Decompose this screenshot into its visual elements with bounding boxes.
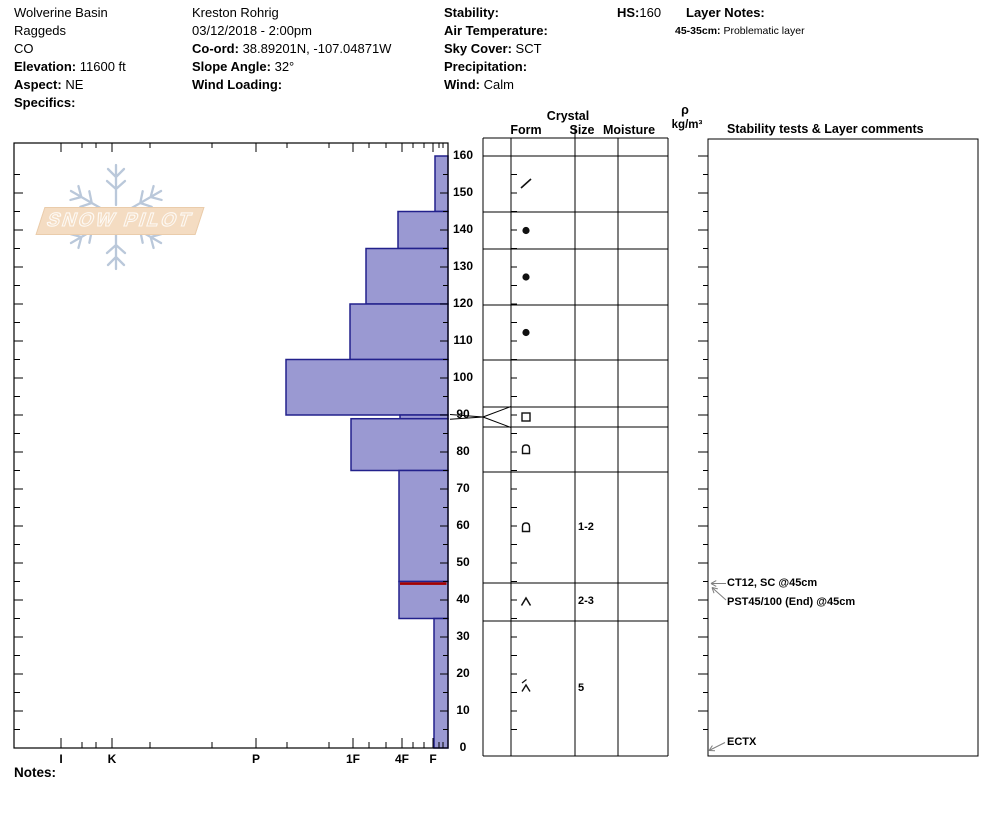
location-state: CO (14, 41, 34, 56)
notes-heading: Notes: (14, 765, 57, 780)
depth-axis-label: 10 (456, 703, 470, 717)
depth-axis-label: 70 (456, 481, 470, 495)
depth-axis-label: 120 (452, 296, 474, 310)
depth-axis-label: 0 (459, 740, 467, 754)
stability-test-annotation: CT12, SC @45cm (727, 577, 818, 589)
logo-text: SNOW PILOT (44, 210, 197, 231)
wind-loading-row: Wind Loading: (192, 77, 283, 92)
hardness-axis-label: I (59, 752, 63, 766)
observation-datetime: 03/12/2018 - 2:00pm (192, 23, 312, 38)
column-header-crystal: Crystal (546, 109, 590, 123)
depth-axis-label: 150 (452, 185, 474, 199)
depth-axis-label: 130 (452, 259, 474, 273)
coordinates-row: Co-ord: 38.89201N, -107.04871W (192, 41, 392, 56)
elevation-row: Elevation: 11600 ft (14, 59, 126, 74)
column-header-size: Size (569, 123, 595, 137)
depth-axis-label: 90 (456, 407, 470, 421)
grain-size-value: 5 (578, 681, 585, 694)
grain-size-value: 2-3 (578, 595, 594, 607)
precipitation-row: Precipitation: (444, 59, 528, 74)
depth-axis-label: 30 (456, 629, 470, 643)
depth-axis-label: 40 (456, 592, 470, 606)
observer-name: Kreston Rohrig (192, 5, 279, 20)
sky-cover-row: Sky Cover: SCT (444, 41, 542, 56)
location-range: Raggeds (14, 23, 67, 38)
stability-test-annotation: PST45/100 (End) @45cm (727, 596, 856, 608)
hardness-axis-label: F (429, 752, 437, 766)
depth-axis-label: 100 (452, 370, 474, 384)
hardness-axis-label: P (251, 752, 260, 766)
location-name: Wolverine Basin (14, 5, 108, 20)
column-header-comments: Stability tests & Layer comments (727, 122, 924, 136)
stability-test-annotation: ECTX (727, 736, 757, 748)
column-header-density-symbol: ρ (681, 103, 689, 117)
layer-note: 45-35cm: Problematic layer (675, 25, 805, 37)
depth-axis-label: 50 (456, 555, 470, 569)
wind-row: Wind: Calm (444, 77, 514, 92)
hs-row: HS:160 (617, 5, 662, 20)
depth-axis-label: 160 (452, 148, 474, 162)
depth-axis-label: 60 (456, 518, 470, 532)
column-header-moisture: Moisture (602, 123, 656, 137)
aspect-row: Aspect: NE (14, 77, 84, 92)
depth-axis-label: 110 (453, 333, 473, 347)
specifics-row: Specifics: (14, 95, 76, 110)
air-temperature-row: Air Temperature: (444, 23, 548, 38)
depth-axis-label: 140 (452, 222, 474, 236)
column-header-form: Form (510, 123, 542, 137)
stability-row: Stability: (444, 5, 499, 20)
depth-axis-label: 80 (456, 444, 470, 458)
layer-notes-heading: Layer Notes: (686, 5, 765, 20)
column-header-density-units: kg/m³ (671, 119, 703, 131)
grain-size-value: 1-2 (578, 520, 594, 533)
depth-axis-label: 20 (456, 666, 470, 680)
hardness-axis-label: K (107, 752, 117, 766)
hardness-axis-label: 4F (394, 752, 409, 766)
hardness-axis-label: 1F (345, 752, 360, 766)
slope-angle-row: Slope Angle: 32° (192, 59, 295, 74)
